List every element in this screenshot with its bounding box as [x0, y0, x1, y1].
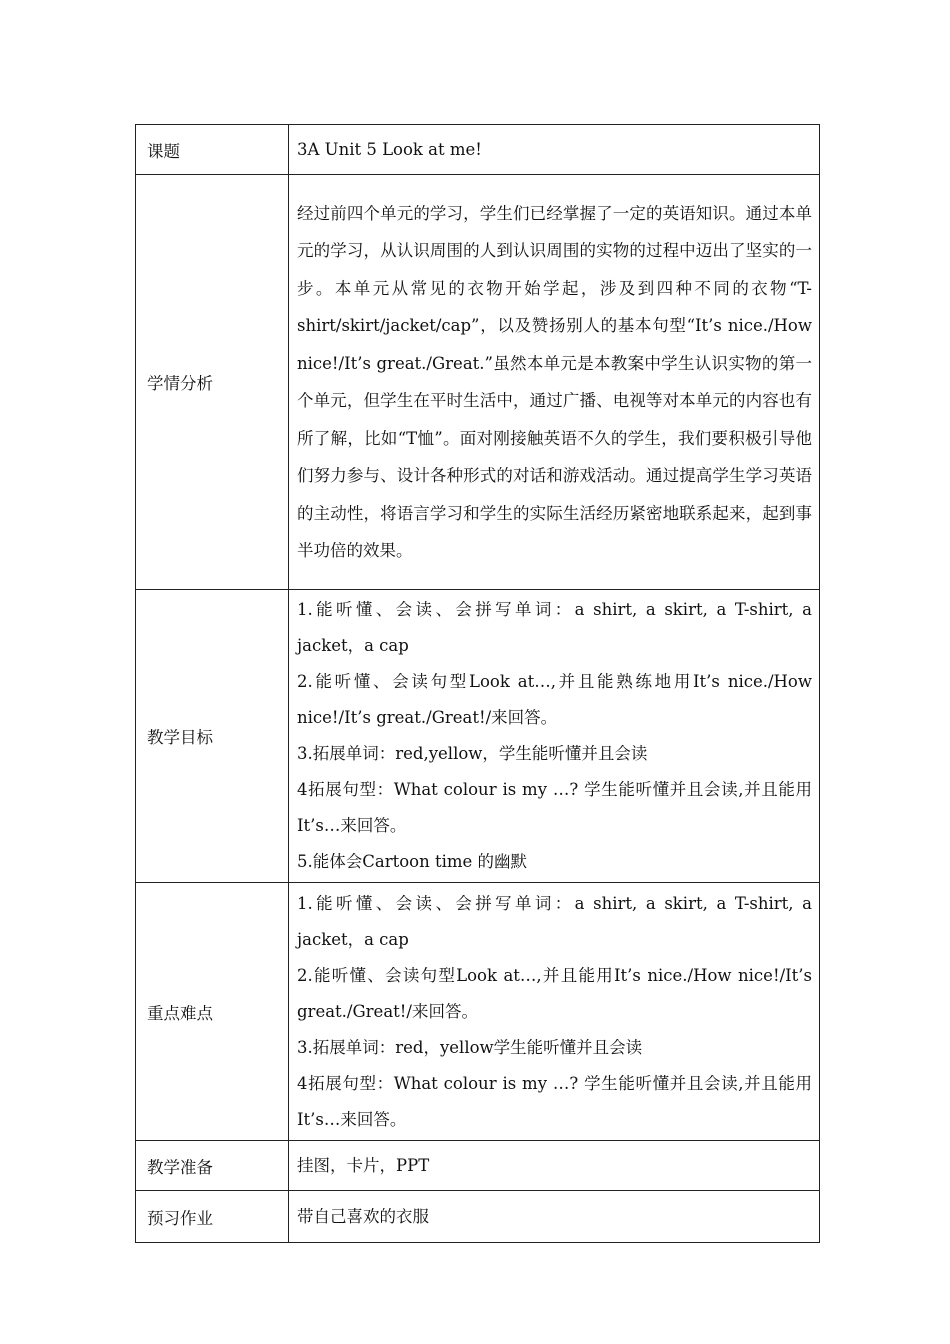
row-analysis	[136, 175, 820, 590]
key-point-item: 1.能听懂、会读、会拼写单词：a shirt, a skirt, a T-shirt, a jacket，a cap	[297, 893, 812, 949]
topic-label: 课题	[136, 125, 289, 175]
lesson-plan-table	[135, 124, 820, 1243]
preparation-label: 教学准备	[136, 1141, 289, 1191]
row-goals	[136, 590, 820, 883]
topic-value: 3A Unit 5 Look at me!	[289, 125, 820, 175]
key-points-label: 重点难点	[136, 883, 289, 1141]
preparation-value: 挂图，卡片，PPT	[289, 1141, 820, 1191]
analysis-text: 经过前四个单元的学习，学生们已经掌握了一定的英语知识。通过本单元的学习，从认识周围的人到认识周围的实物的过程中迈出了坚实的一步。本单元从常见的衣物开始学起，涉及到四种不同的衣物“T-shirt/skirt/jacket/cap”，以及赞扬别人的基本句型“It’s nice./How nice!/It’s great./Great.”虽然本单元是本教案中学生认识实物的第一个单元，但学生在平时生活中，通过广播、电视等对本单元的内容也有所了解，比如“T恤”。面对刚接触英语不久的学生，我们要积极引导他们努力参与、设计各种形式的对话和游戏活动。通过提高学生学习英语的主动性，将语言学习和学生的实际生活经历紧密地联系起来，起到事半功倍的效果。	[297, 203, 812, 560]
goal-item: 5.能体会Cartoon time 的幽默	[297, 852, 528, 871]
key-point-item: 4拓展句型：What colour is my …? 学生能听懂并且会读,并且能用It’s…来回答。	[297, 1073, 812, 1129]
preview-value: 带自己喜欢的衣服	[289, 1191, 820, 1243]
row-topic	[136, 125, 820, 175]
analysis-cell	[289, 175, 820, 590]
goal-item: 3.拓展单词：red,yellow，学生能听懂并且会读	[297, 744, 648, 763]
key-point-item: 3.拓展单词：red，yellow学生能听懂并且会读	[297, 1037, 643, 1057]
goal-item: 2.能听懂、会读句型Look at…,并且能熟练地用It’s nice./How nice!/It’s great./Great!/来回答。	[297, 672, 812, 727]
key-point-item: 2.能听懂、会读句型Look at…,并且能用It’s nice./How nice!/It’s great./Great!/来回答。	[297, 965, 812, 1021]
row-preparation	[136, 1141, 820, 1191]
goal-item: 4拓展句型：What colour is my …? 学生能听懂并且会读,并且能用It’s…来回答。	[297, 780, 812, 835]
analysis-label: 学情分析	[136, 175, 289, 590]
preview-label: 预习作业	[136, 1191, 289, 1243]
goal-item: 1.能听懂、会读、会拼写单词：a shirt, a skirt, a T-shirt, a jacket，a cap	[297, 600, 812, 655]
row-key-points	[136, 883, 820, 1141]
goals-label: 教学目标	[136, 590, 289, 883]
key-points-cell	[289, 883, 820, 1141]
goals-cell	[289, 590, 820, 883]
row-preview	[136, 1191, 820, 1243]
